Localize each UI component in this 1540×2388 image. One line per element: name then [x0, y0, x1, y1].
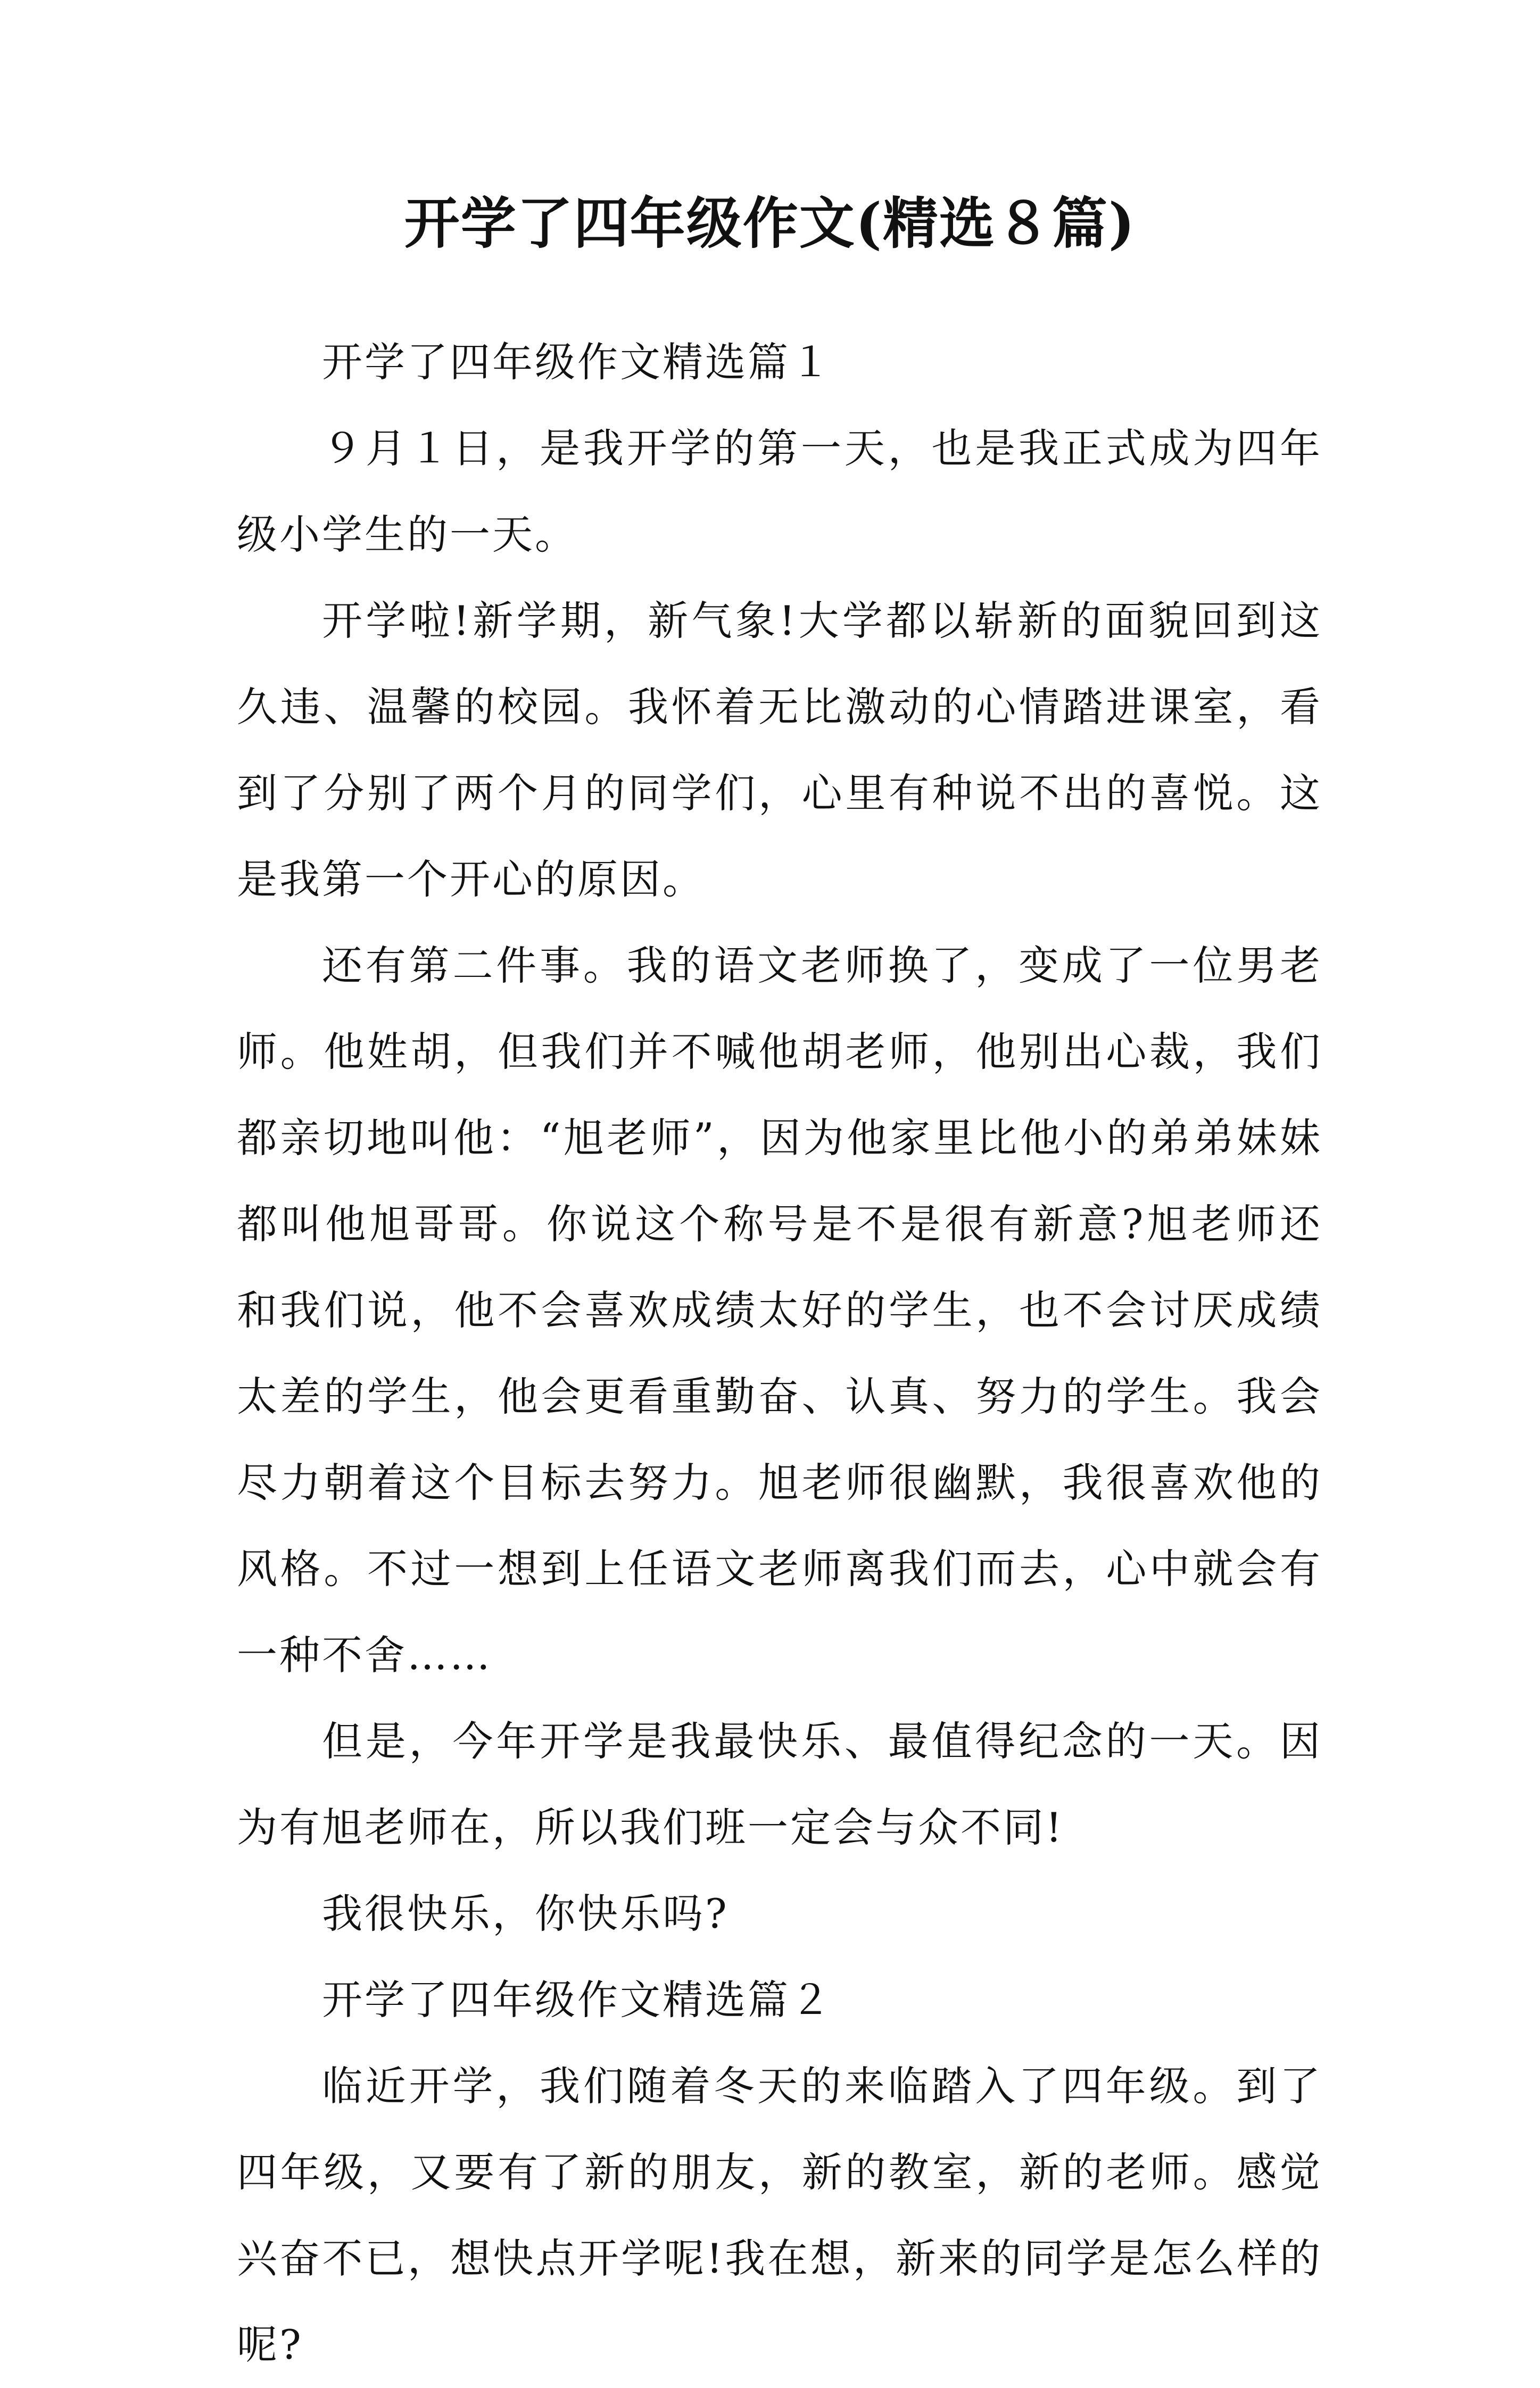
paragraph: 开学啦!新学期，新气象!大学都以崭新的面貌回到这久违、温馨的校园。我怀着无比激动的心情踏进课室，看到了分别了两个月的同学们，心里有种说不出的喜悦。这是我第一个开心的原因。	[237, 597, 1322, 903]
paragraph: 我很快乐，你快乐吗?	[322, 1890, 729, 1937]
paragraph: 但是，今年开学是我最快乐、最值得纪念的一天。因为有旭老师在，所以我们班一定会与众不同!	[237, 1718, 1322, 1851]
paragraph: 还有第二件事。我的语文老师换了，变成了一位男老师。他姓胡，但我们并不喊他胡老师，他别出心裁，我们都亲切地叫他：“旭老师”，因为他家里比他小的弟弟妹妹都叫他旭哥哥。你说这个称号是不是很有新意?旭老师还和我们说，他不会喜欢成绩太好的学生，也不会讨厌成绩太差的学生，他会更看重勤奋、认真、努力的学生。我会尽力朝着这个目标去努力。旭老师很幽默，我很喜欢他的风格。不过一想到上任语文老师离我们而去，心中就会有一种不舍……	[237, 942, 1322, 1679]
paragraph: ９月１日，是我开学的第一天，也是我正式成为四年级小学生的一天。	[237, 425, 1322, 558]
page-title: 开学了四年级作文(精选８篇)	[404, 190, 1136, 256]
section-heading-2: 开学了四年级作文精选篇２	[322, 1976, 833, 2024]
paragraph: 临近开学，我们随着冬天的来临踏入了四年级。到了四年级，又要有了新的朋友，新的教室，新的老师。感觉兴奋不已，想快点开学呢!我在想，新来的同学是怎么样的呢?	[237, 2062, 1322, 2368]
section-heading-1: 开学了四年级作文精选篇１	[322, 338, 833, 386]
document-body	[237, 319, 1322, 2388]
